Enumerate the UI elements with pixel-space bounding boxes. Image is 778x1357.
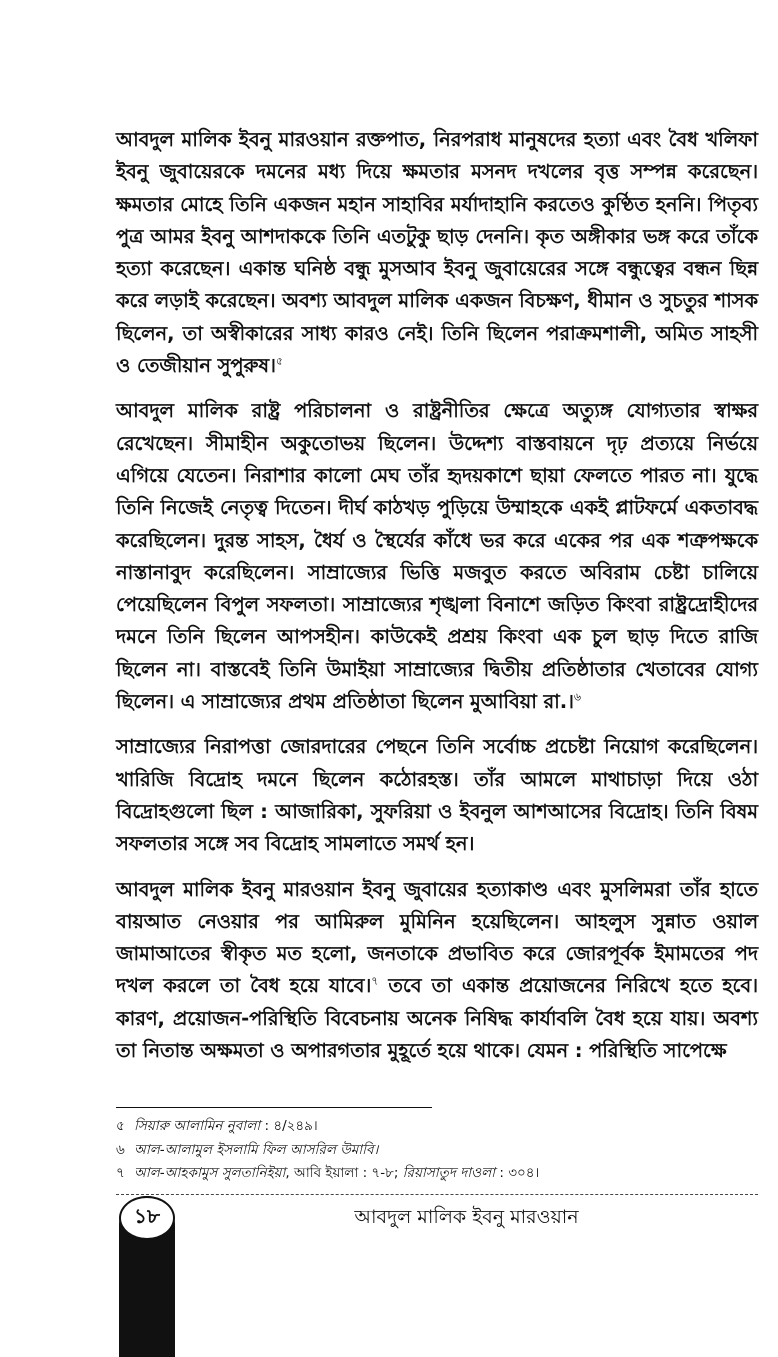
footnote-mark: ৫ — [116, 1118, 125, 1134]
footnote-mark: ৬ — [116, 1141, 125, 1158]
footnote-ref[interactable]: ৫ — [275, 354, 283, 368]
footnote-item — [116, 1162, 758, 1186]
footnote-source-detail: : ৪/২৪৯। — [260, 1118, 318, 1134]
footnote-divider — [116, 1107, 432, 1108]
footnote-source-title: আল-আলামুল ইসলামি ফিল আসরিল উমাবি। — [134, 1141, 379, 1158]
paragraph-2 — [116, 395, 758, 718]
paragraph-3 — [116, 731, 758, 860]
footnotes — [116, 1115, 758, 1186]
footnote-ref[interactable]: ৭ — [371, 974, 379, 988]
footnote-source-detail: , আবি ইয়ালা : ৭-৮; — [285, 1165, 403, 1181]
paragraph-text: আবদুল মালিক ইবনু মারওয়ান রক্তপাত, নিরপরাধ মানুষদের হত্যা এবং বৈধ খলিফা ইবনু জুবায়েরকে দমনের মধ্য দিয়ে ক্ষমতার মসনদ দখলের বৃত্ত সম্পন্ন করেছেন। ক্ষমতার মোহে তিনি একজন মহান সাহাবির মর্যাদাহানি করতেও কুণ্ঠিত হননি। পিতৃব্য পুত্র আমর ইবনু আশদাককে তিনি এতটুকু ছাড় দেননি। কৃত অঙ্গীকার ভঙ্গ করে তাঁকে হত্যা করেছেন। একান্ত ঘনিষ্ঠ বন্ধু মুসআব ইবনু জুবায়েরের সঙ্গে বন্ধুত্বের বন্ধন ছিন্ন করে লড়াই করেছেন। অবশ্য আবদুল মালিক একজন বিচক্ষণ, ধীমান ও সুচতুর শাসক ছিলেন, তা অস্বীকারের সাধ্য কারও নেই। তিনি ছিলেন পরাক্রমশালী, অমিত সাহসী ও তেজীয়ান সুপুরুষ। — [116, 128, 758, 378]
paragraph-text: সাম্রাজ্যের নিরাপত্তা জোরদারের পেছনে তিনি সর্বোচ্চ প্রচেষ্টা নিয়োগ করেছিলেন। খারিজি বিদ্রোহ দমনে ছিলেন কঠোরহস্ত। তাঁর আমলে মাথাচাড়া দিয়ে ওঠা বিদ্রোহগুলো ছিল : আজারিকা, সুফরিয়া ও ইবনুল আশআসের বিদ্রোহ। তিনি বিষম সফলতার সঙ্গে সব বিদ্রোহ সামলাতে সমর্থ হন। — [116, 735, 758, 856]
footnote-item — [116, 1139, 758, 1163]
paragraph-text: আবদুল মালিক ইবনু মারওয়ান ইবনু জুবায়ের হত্যাকাণ্ড এবং মুসলিমরা তাঁর হাতে বায়আত নেওয়ার পর আমিরুল মুমিনিন হয়েছিলেন। আহলুস সুন্নাত ওয়াল জামাআতের স্বীকৃত মত হলো, জনতাকে প্রভাবিত করে জোরপূর্বক ইমামতের পদ দখল করলে তা বৈধ হয়ে যাবে। — [116, 877, 758, 998]
footnote-source-title-2: রিয়াসাতুদ দাওলা — [402, 1165, 496, 1181]
page-number: ১৮ — [119, 1196, 175, 1240]
paragraph-4 — [116, 874, 758, 1068]
footnote-item — [116, 1115, 758, 1139]
footnote-ref[interactable]: ৬ — [573, 690, 581, 704]
main-text — [116, 124, 758, 1080]
footnote-source-title: আল-আহকামুস সুলতানিইয়া — [134, 1165, 286, 1181]
paragraph-text-continued: তবে তা একান্ত প্রয়োজনের নিরিখে হতে হবে। কারণ, প্রয়োজন-পরিস্থিতি বিবেচনায় অনেক নিষিদ্ধ কার্যাবলি বৈধ হয়ে যায়। অবশ্য তা নিতান্ত অক্ষমতা ও অপারগতার মুহূর্তে হয়ে থাকে। যেমন : পরিস্থিতি সাপেক্ষে — [116, 974, 758, 1063]
footnote-source-title: সিয়ারু আলামিন নুবালা — [134, 1118, 261, 1134]
footer-divider — [116, 1194, 758, 1195]
paragraph-1 — [116, 124, 758, 382]
footnote-mark: ৭ — [116, 1165, 125, 1181]
running-title: আবদুল মালিক ইবনু মারওয়ান — [354, 1206, 579, 1228]
paragraph-text: আবদুল মালিক রাষ্ট্র পরিচালনা ও রাষ্ট্রনীতির ক্ষেত্রে অত্যুঙ্গ যোগ্যতার স্বাক্ষর রেখেছেন। সীমাহীন অকুতোভয় ছিলেন। উদ্দেশ্য বাস্তবায়নে দৃঢ় প্রত্যয়ে নির্ভয়ে এগিয়ে যেতেন। নিরাশার কালো মেঘ তাঁর হৃদয়কাশে ছায়া ফেলতে পারত না। যুদ্ধে তিনি নিজেই নেতৃত্ব দিতেন। দীর্ঘ কাঠখড় পুড়িয়ে উম্মাহকে একই প্লাটফর্মে একতাবদ্ধ করেছিলেন। দুরন্ত সাহস, ধৈর্য ও স্থৈর্যের কাঁধে ভর করে একের পর এক শত্রুপক্ষকে নাস্তানাবুদ করেছিলেন। সাম্রাজ্যের ভিত্তি মজবুত করতে অবিরাম চেষ্টা চালিয়ে পেয়েছিলেন বিপুল সফলতা। সাম্রাজ্যের শৃঙ্খলা বিনাশে জড়িত কিংবা রাষ্ট্রদ্রোহীদের দমনে তিনি ছিলেন আপসহীন। কাউকেই প্রশ্রয় কিংবা এক চুল ছাড় দিতে রাজি ছিলেন না। বাস্তবেই তিনি উমাইয়া সাম্রাজ্যের দ্বিতীয় প্রতিষ্ঠাতার খেতাবের যোগ্য ছিলেন। এ সাম্রাজ্যের প্রথম প্রতিষ্ঠাতা ছিলেন মুআবিয়া রা.। — [116, 399, 758, 714]
footnote-source-detail-2: : ৩০৪। — [495, 1165, 540, 1181]
